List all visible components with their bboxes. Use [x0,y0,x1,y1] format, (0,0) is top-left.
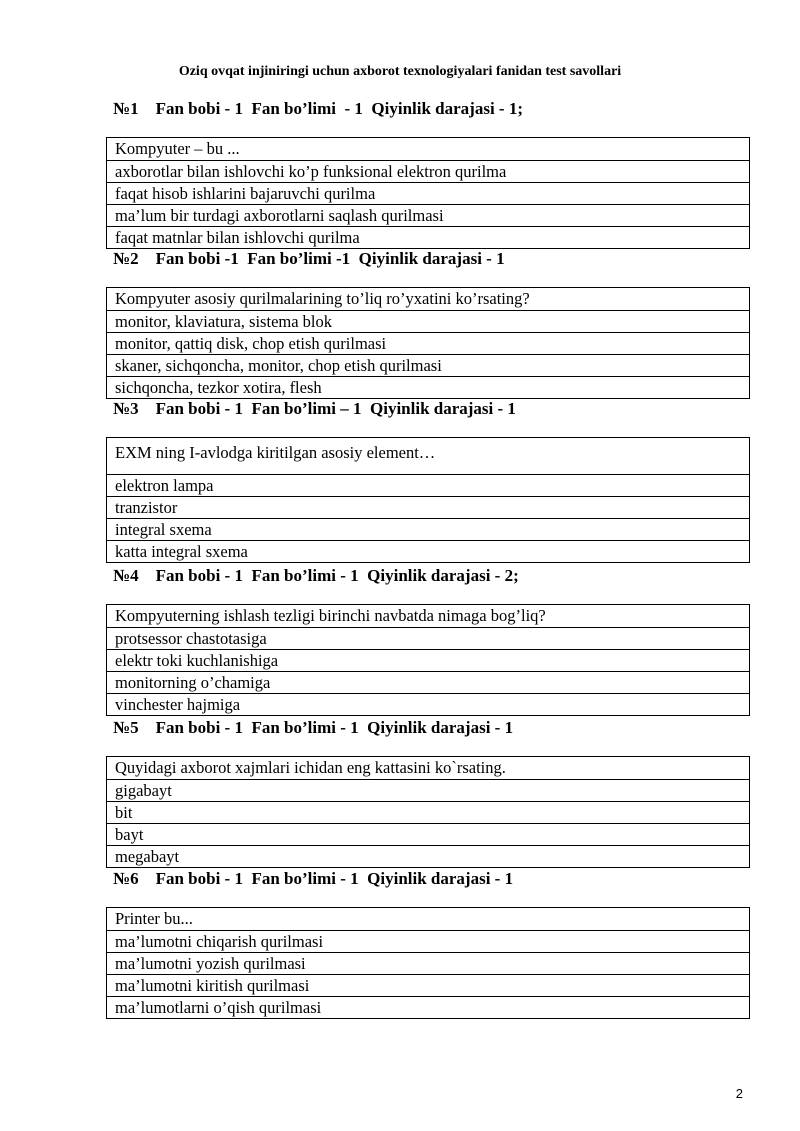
question-header-6: №6 Fan bobi - 1 Fan bo’limi - 1 Qiyinlik darajasi - 1 [113,869,514,888]
question-text: Printer bu... [115,909,193,928]
answer-option: integral sxema [107,518,749,540]
answer-option: ma’lum bir turdagi axborotlarni saqlash qurilmasi [107,204,749,226]
answer-option: protsessor chastotasiga [107,627,749,649]
question-text: Quyidagi axborot xajmlari ichidan eng kattasini ko`rsating. [115,758,506,777]
page-number: 2 [735,1086,743,1101]
question-table-4 [106,604,750,716]
question-header-1: №1 Fan bobi - 1 Fan bo’limi - 1 Qiyinlik darajasi - 1; [113,99,524,118]
question-text: Kompyuterning ishlash tezligi birinchi navbatda nimaga bog’liq? [115,606,546,625]
answer-option: monitor, qattiq disk, chop etish qurilmasi [107,332,749,354]
answer-option: monitor, klaviatura, sistema blok [107,310,749,332]
question-header-5: №5 Fan bobi - 1 Fan bo’limi - 1 Qiyinlik darajasi - 1 [113,718,514,737]
answer-option: ma’lumotni kiritish qurilmasi [107,974,749,996]
answer-option: skaner, sichqoncha, monitor, chop etish qurilmasi [107,354,749,376]
question-table-1 [106,137,750,249]
answer-option: elektr toki kuchlanishiga [107,649,749,671]
answer-option: axborotlar bilan ishlovchi ko’p funksional elektron qurilma [107,160,749,182]
answer-option: elektron lampa [107,474,749,496]
answer-option: megabayt [107,845,749,867]
question-table-3 [106,437,750,563]
answer-option: ma’lumotlarni o’qish qurilmasi [107,996,749,1018]
question-table-2 [106,287,750,399]
answer-option: sichqoncha, tezkor xotira, flesh [107,376,749,398]
answer-option: faqat hisob ishlarini bajaruvchi qurilma [107,182,749,204]
answer-option: bit [107,801,749,823]
answer-option: gigabayt [107,779,749,801]
answer-option: katta integral sxema [107,540,749,562]
answer-option: vinchester hajmiga [107,693,749,715]
question-text: EXM ning I-avlodga kiritilgan asosiy element… [115,443,436,462]
answer-option: ma’lumotni yozish qurilmasi [107,952,749,974]
question-header-4: №4 Fan bobi - 1 Fan bo’limi - 1 Qiyinlik darajasi - 2; [113,566,519,585]
answer-option: tranzistor [107,496,749,518]
answer-option: ma’lumotni chiqarish qurilmasi [107,930,749,952]
question-text: Kompyuter – bu ... [115,139,240,158]
question-header-2: №2 Fan bobi -1 Fan bo’limi -1 Qiyinlik darajasi - 1 [113,249,505,268]
answer-option: faqat matnlar bilan ishlovchi qurilma [107,226,749,248]
question-text: Kompyuter asosiy qurilmalarining to’liq ro’yxatini ko’rsating? [115,289,530,308]
question-table-6 [106,907,750,1019]
answer-option: monitorning o’chamiga [107,671,749,693]
answer-option: bayt [107,823,749,845]
question-table-5 [106,756,750,868]
document-title: Oziq ovqat injiniringi uchun axborot texnologiyalari fanidan test savollari [178,64,622,79]
question-header-3: №3 Fan bobi - 1 Fan bo’limi – 1 Qiyinlik darajasi - 1 [113,399,516,418]
